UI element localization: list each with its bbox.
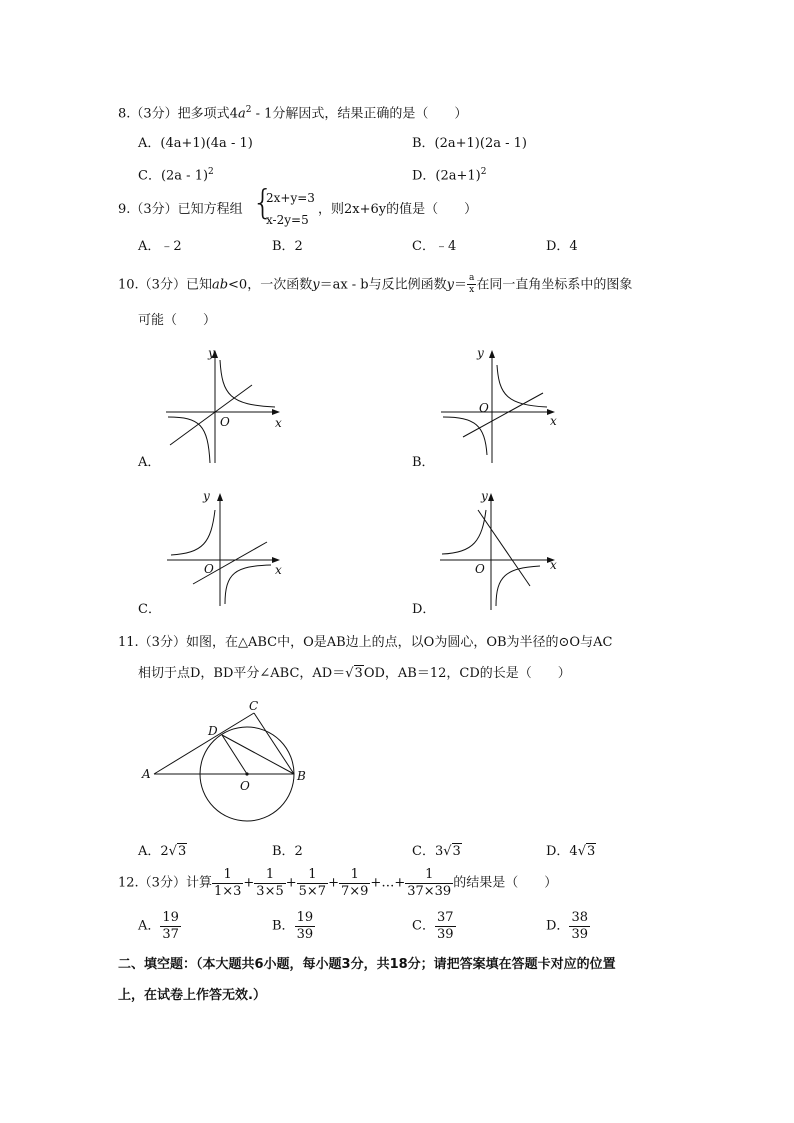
q11-stem-line1: 11.（3分）如图，在△ABC中，O是AB边上的点，以O为圆心，OB为半径的⊙O与AC (118, 635, 613, 650)
q12-term-1: $\frac{1}{1\times 3}$ (213, 867, 242, 899)
origin-x-label: x (275, 563, 282, 577)
q8-option-a[interactable]: A．(4a+1)(4a - 1) (138, 136, 253, 151)
system-brace: { (252, 183, 274, 223)
axis-y-label: y (203, 489, 210, 503)
q11-option-a[interactable]: A．2√3 (138, 844, 187, 859)
q10-graph-d (438, 488, 568, 613)
axis-x-label: x (550, 414, 557, 428)
q11-option-c[interactable]: C．3√3 (412, 844, 461, 859)
q10-option-c[interactable]: C． (138, 602, 161, 617)
q9-option-a[interactable]: A．﹣2 (138, 239, 182, 254)
point-b-label: B (297, 769, 306, 783)
q11-geometry-figure (138, 698, 318, 823)
origin-label: O (204, 562, 214, 576)
q12-option-c[interactable]: C． $\frac{37}{39}$ (412, 910, 454, 942)
q12-option-b[interactable]: B． $\frac{19}{39}$ (272, 910, 314, 942)
q10-graph-a (160, 345, 290, 465)
q10-option-d[interactable]: D． (412, 602, 436, 617)
q10-option-b[interactable]: B． (412, 455, 435, 470)
q12-term-2: $\frac{1}{3\times 5}$ (256, 867, 284, 899)
axis-x-label: x (275, 416, 282, 430)
q8-stem: 8.（3分）把多项式$4a^2 - 1$分解因式，结果正确的是（ ） (118, 105, 468, 122)
q9-option-d[interactable]: D．4 (546, 239, 578, 254)
q8-option-d[interactable]: D．$(2a+1)^2$ (412, 167, 487, 184)
origin-label: O (479, 401, 489, 415)
q11-stem-line2: 相切于点D，BD平分∠ABC，AD＝√3OD，AB＝12，CD的长是（ ） (138, 666, 571, 681)
axis-y-label: y (481, 489, 488, 503)
q12-stem: 12.（3分）计算 $\frac{1}{1\times 3}$ + $\frac{1}{3\times 5}$ + $\frac{1}{5\times 7}$ + $\frac{1}{7\times 9}$ +…+ $\frac{1}{37\times 39}$ 的结果是（ ） (118, 867, 558, 899)
q8-option-b[interactable]: B．(2a+1)(2a - 1) (412, 136, 527, 151)
point-c-label: C (249, 699, 259, 713)
q11-option-d[interactable]: D．4√3 (546, 844, 596, 859)
q10-stem-line2: 可能（ ） (138, 313, 217, 328)
axis-y-label: y (477, 346, 484, 360)
axis-x-label: x (550, 558, 557, 572)
q10-option-a[interactable]: A． (138, 455, 161, 470)
q12-term-3: $\frac{1}{5\times 7}$ (298, 867, 327, 899)
point-d-label: D (208, 724, 218, 738)
q11-option-b[interactable]: B．2 (272, 844, 303, 859)
q10-graph-c (163, 488, 293, 608)
q10-stem-line1: 10.（3分）已知ab<0，一次函数y＝ax - b与反比例函数y＝ $\frac{a}{x}$ 在同一直角坐标系中的图象 (118, 273, 633, 296)
section-2-heading-line1: 二、填空题：（本大题共6小题，每小题3分，共18分；请把答案填在答题卡对应的位置 (118, 957, 616, 972)
q12-term-last: $\frac{1}{37\times 39}$ (407, 867, 452, 899)
q12-option-d[interactable]: D． $\frac{38}{39}$ (546, 910, 588, 942)
q9-option-c[interactable]: C．﹣4 (412, 239, 457, 254)
origin-label: O (475, 562, 485, 576)
axis-y-label: y (208, 346, 215, 360)
q9-stem-tail: ，则2x+6y的值是（ ） (318, 202, 478, 217)
q9-option-b[interactable]: B．2 (272, 239, 303, 254)
q8-option-c[interactable]: C．(2a - 1)$^2$ (138, 167, 214, 184)
q9-equation-1: 2x+y=3 (266, 191, 315, 205)
q9-stem-lead: 9.（3分）已知方程组 (118, 202, 243, 217)
section-2-heading-line2: 上，在试卷上作答无效.） (118, 988, 266, 1003)
q12-option-a[interactable]: A． $\frac{19}{37}$ (138, 910, 179, 942)
q10-graph-b (435, 345, 565, 465)
point-a-label: A (142, 767, 151, 781)
q12-term-4: $\frac{1}{7\times 9}$ (340, 867, 369, 899)
point-o-label: O (240, 779, 250, 793)
q9-equation-2: x-2y=5 (266, 213, 309, 227)
q10-fraction: $\frac{a}{x}$ (469, 273, 475, 296)
origin-label: O (220, 415, 230, 429)
